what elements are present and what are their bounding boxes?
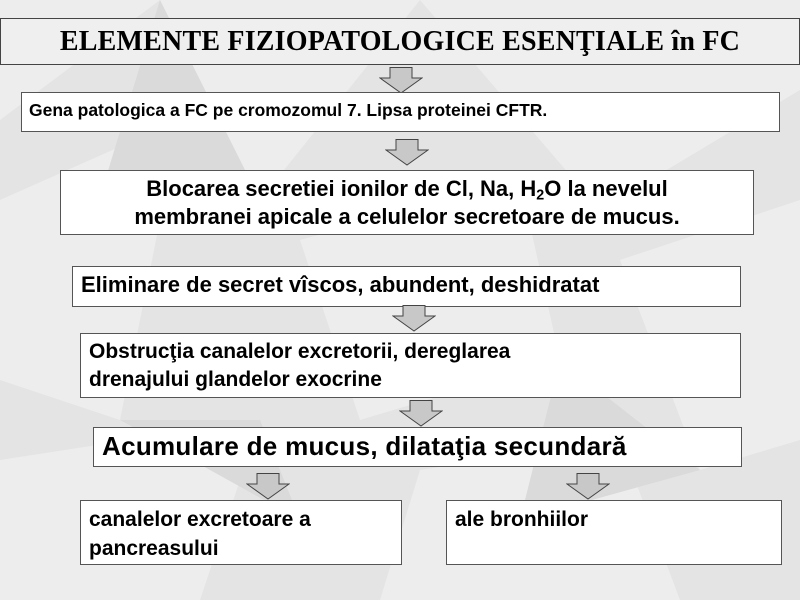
step-2-line-2: membranei apicale a celulelor secretoare de mucus. [134,204,680,229]
branch-right-box [446,500,782,565]
down-arrow-icon [246,473,290,500]
down-arrow-icon [399,400,443,427]
step-1-box [21,92,780,132]
branch-left-box [80,500,402,565]
step-3-box [72,266,741,307]
down-arrow-icon [385,139,429,166]
step-2-box [60,170,754,235]
step-4-box [80,333,741,398]
step-1-text: Gena patologica a FC pe cromozomul 7. Lipsa proteinei CFTR. [29,100,548,120]
step-4-line-1: Obstrucţia canalelor excretorii, dereglarea [89,340,511,363]
step-5-text: Acumulare de mucus, dilataţia secundară [102,431,627,461]
subscript-2: 2 [536,187,545,204]
title-box [0,18,800,65]
branch-right-text: ale bronhiilor [455,508,589,531]
step-2-line-1 [61,175,753,203]
slide-title: ELEMENTE FIZIOPATOLOGICE ESENŢIALE în FC [59,25,741,57]
down-arrow-icon [566,473,610,500]
branch-left-line-1: canalelor excretoare a [89,508,311,531]
step-2-line-1-start: Blocarea secretiei ionilor de Cl, Na, H [146,176,537,201]
step-3-text: Eliminare de secret vîscos, abundent, deshidratat [81,272,600,297]
down-arrow-icon [392,305,436,332]
step-4-line-2: drenajului glandelor exocrine [89,368,382,391]
down-arrow-icon [379,67,423,94]
step-2-line-1-end: O la nevelul [544,176,668,201]
step-5-box [93,427,742,467]
branch-left-line-2: pancreasului [89,537,219,560]
